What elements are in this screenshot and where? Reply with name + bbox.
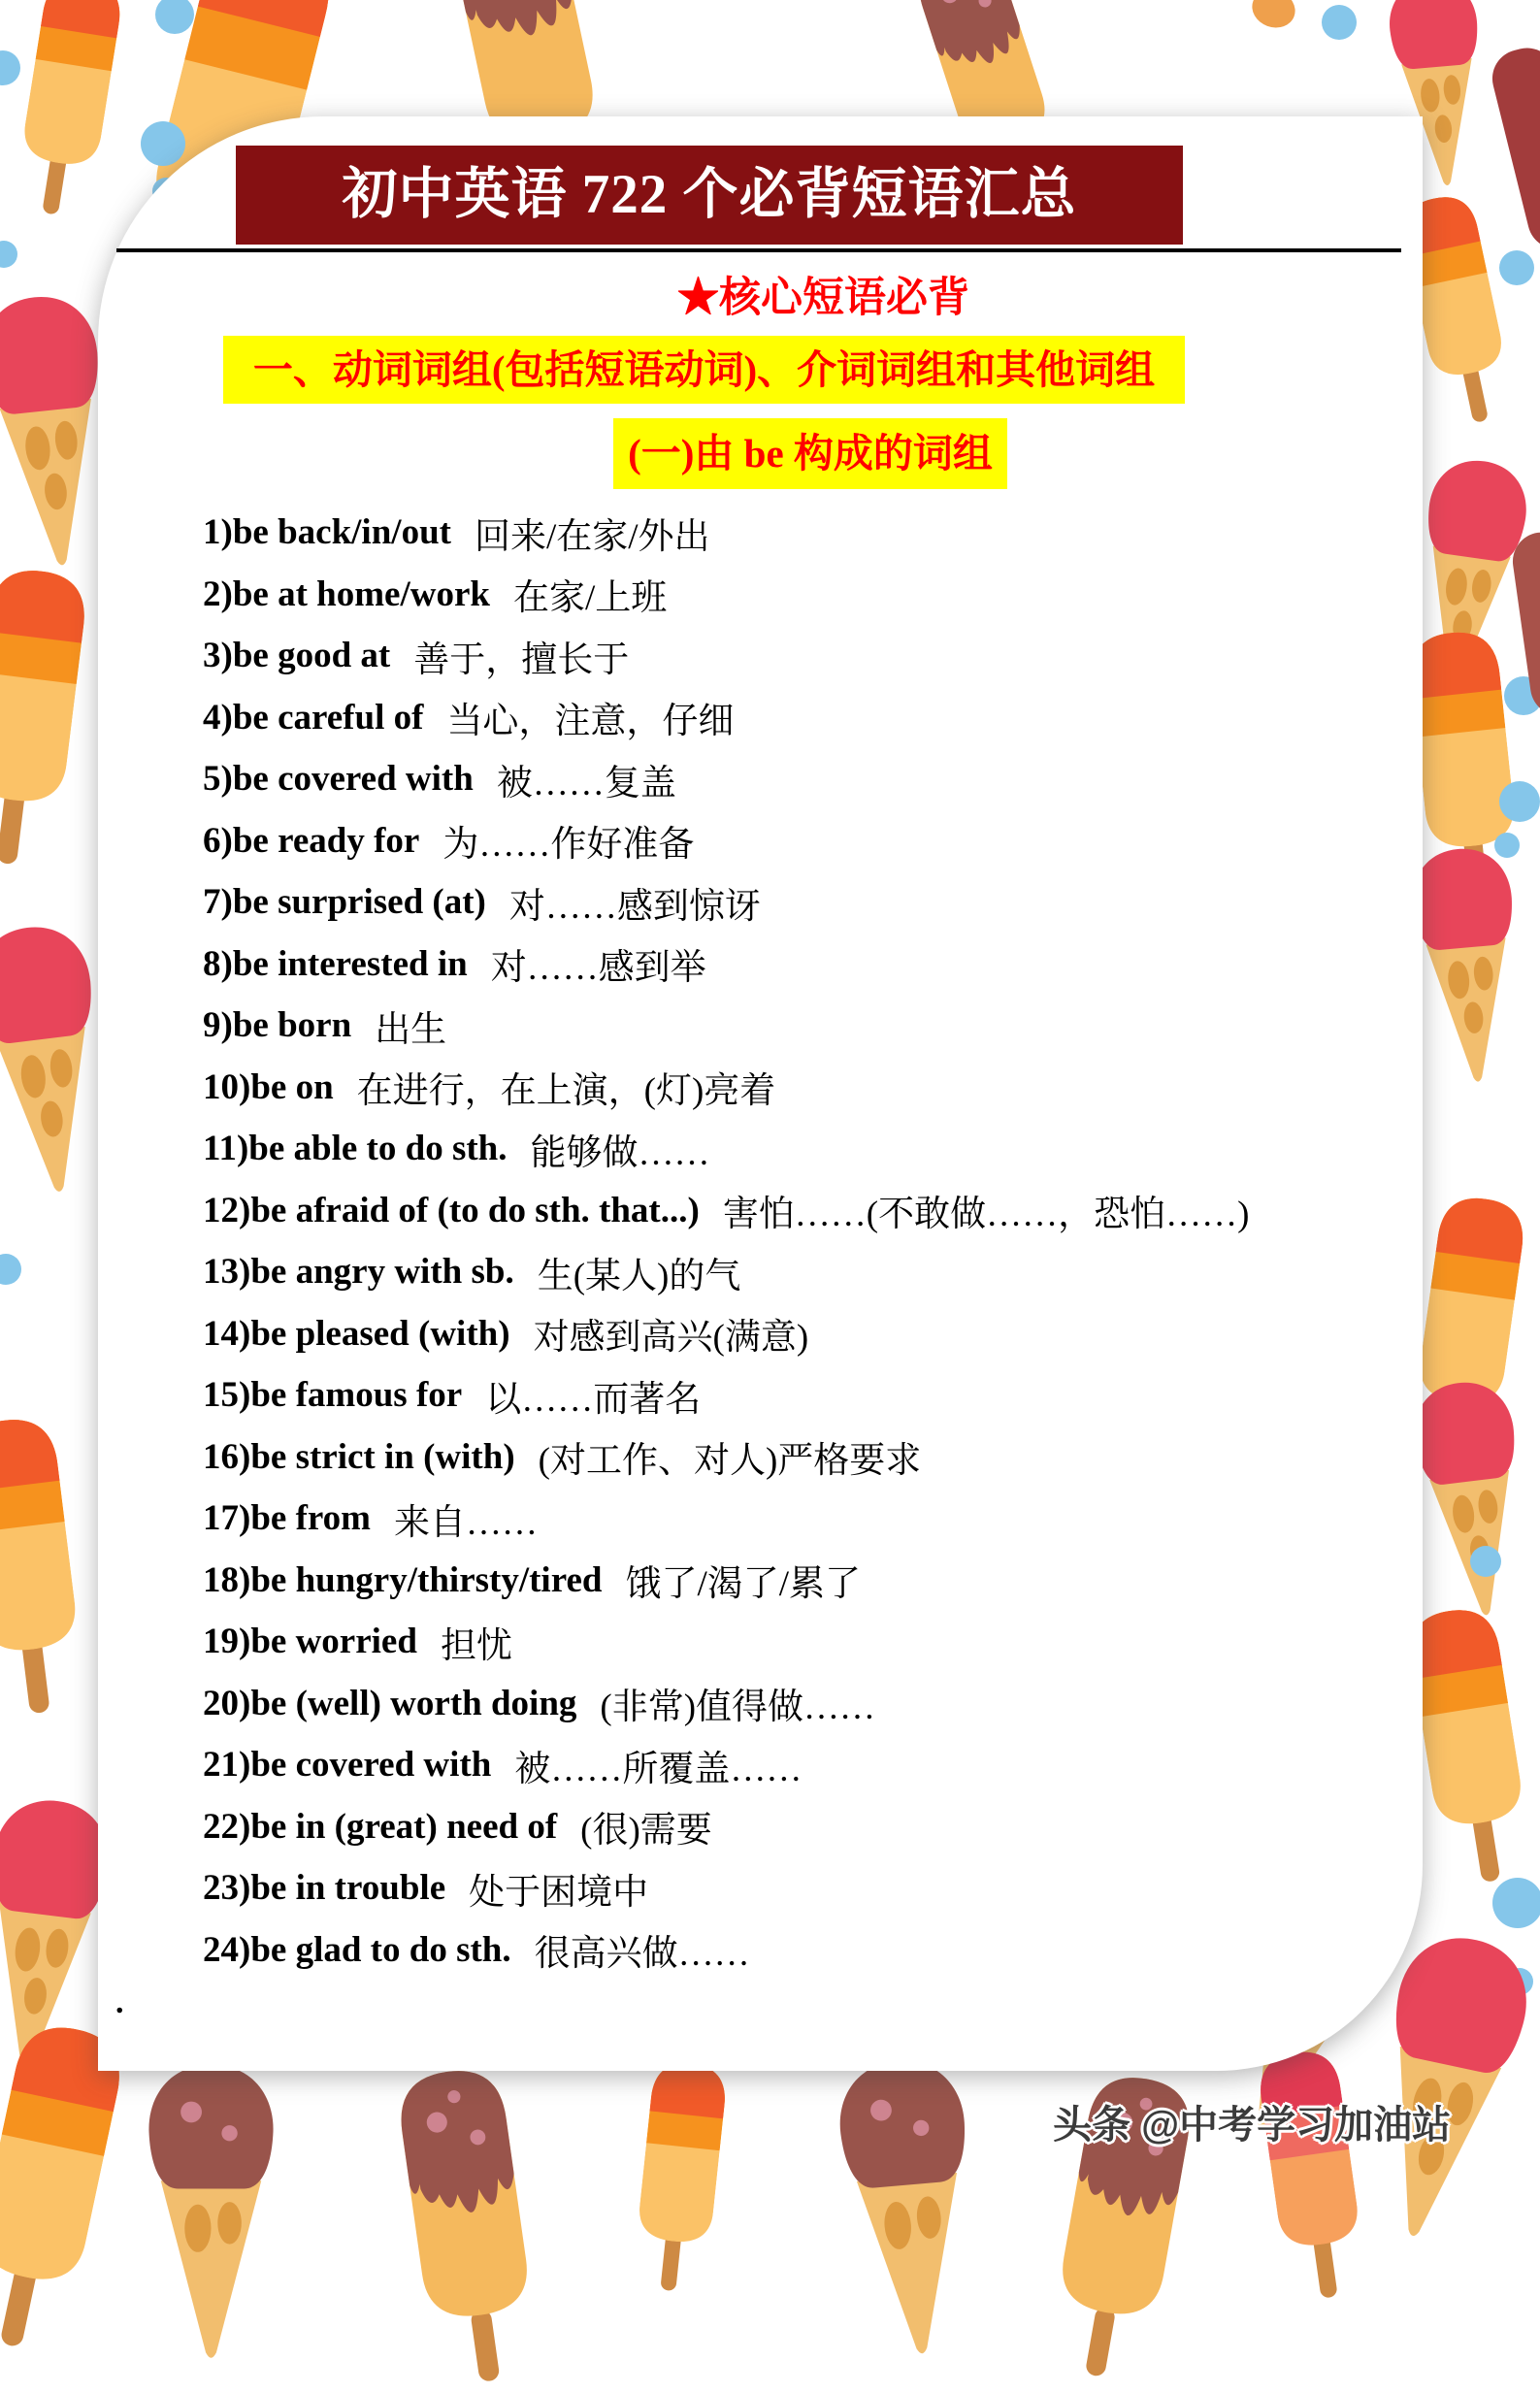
phrase-chinese: 出生 [375,1009,447,1050]
phrase-chinese: 能够做…… [530,1132,710,1173]
phrase-row [203,1857,1416,1919]
phrase-number: 22) [203,1806,251,1847]
popsicle-icon [0,1410,103,1724]
popsicle-icon [617,2056,743,2299]
phrase-chinese: 对感到高兴(满意) [533,1318,809,1359]
phrase-list [203,502,1416,1981]
phrase-row [203,995,1416,1057]
phrase-row [203,1364,1416,1426]
phrase-row [203,1550,1416,1612]
phrase-number: 20) [203,1683,251,1723]
phrase-row [203,1241,1416,1303]
phrase-row [203,1057,1416,1119]
phrase-chinese: 很高兴做…… [534,1934,750,1975]
phrase-english: be (well) worth doing [250,1683,577,1723]
phrase-row [203,625,1416,687]
icecream-cone-icon [131,2059,291,2370]
phrase-english: be interested in [232,943,468,984]
phrase-english: be careful of [232,697,424,738]
phrase-english: be strict in (with) [250,1436,515,1477]
phrase-number: 5) [203,759,233,800]
phrase-row [203,564,1416,626]
phrase-row [203,1303,1416,1365]
phrase-row [203,810,1416,872]
phrase-english: be on [250,1066,334,1107]
phrase-chinese: 回来/在家/外出 [474,516,710,557]
blue-dot-icon [0,241,17,268]
phrase-chinese: 为……作好准备 [442,825,695,866]
phrase-number: 21) [203,1745,251,1786]
phrase-english: be covered with [250,1745,492,1786]
title-banner [236,146,1183,245]
phrase-chinese: 担忧 [440,1625,512,1666]
phrase-number: 7) [203,882,233,923]
blue-dot-icon [1499,250,1534,285]
phrase-english: be from [250,1498,371,1539]
phrase-english: be hungry/thirsty/tired [250,1559,603,1600]
phrase-row [203,934,1416,996]
phrase-english: be able to do sth. [248,1129,508,1169]
phrase-english: be in (great) need of [250,1806,558,1847]
phrase-english: be born [232,1005,352,1046]
phrase-row [203,687,1416,749]
blue-dot-icon [0,50,20,85]
phrase-number: 4) [203,697,233,738]
phrase-chinese: 对……感到惊讶 [508,886,761,927]
blue-dot-icon [1322,5,1357,40]
phrase-english: be at home/work [232,574,490,614]
phrase-row [203,1919,1416,1982]
icecream-cone-icon [816,2049,1002,2372]
phrase-chinese: 在家/上班 [512,578,668,619]
phrase-chinese: 以……而著名 [485,1379,702,1420]
blue-dot-icon [1492,1878,1540,1928]
phrase-english: be covered with [232,759,474,800]
phrase-english: be surprised (at) [232,882,486,923]
section-heading-main: 一、动词词组(包括短语动词)、介词词组和其他词组 [223,336,1185,404]
phrase-row [203,1673,1416,1735]
blue-dot-icon [0,1254,21,1285]
phrase-chinese: (很)需要 [580,1811,712,1852]
phrase-number: 14) [203,1313,251,1354]
phrase-row [203,1611,1416,1673]
phrase-chinese: (对工作、对人)严格要求 [538,1441,922,1482]
phrase-chinese: 在进行，在上演，(灯)亮着 [356,1071,776,1112]
watermark: 头条 @中考学习加油站 [1053,2104,1452,2147]
phrase-chinese: 对……感到举 [490,948,706,989]
phrase-chinese: (非常)值得做…… [600,1688,876,1728]
phrase-number: 8) [203,943,233,984]
phrase-number: 15) [203,1375,251,1416]
phrase-chinese: 被……所覆盖…… [514,1749,803,1789]
phrase-number: 23) [203,1868,251,1909]
phrase-row [203,1180,1416,1242]
phrase-english: be worried [250,1622,417,1662]
section-heading-sub: (一)由 be 构成的词组 [613,418,1007,489]
phrase-number: 1) [203,512,233,553]
phrase-chinese: 当心，注意，仔细 [446,702,735,742]
phrase-english: be famous for [250,1375,463,1416]
subtitle: ★核心短语必背 [677,276,969,321]
orange-blob-icon [1247,0,1300,34]
phrase-number: 9) [203,1005,233,1046]
phrase-row [203,502,1416,564]
phrase-row [203,1488,1416,1550]
phrase-chinese: 处于困境中 [469,1872,649,1913]
content-card [98,116,1423,2071]
phrase-row [203,1426,1416,1489]
phrase-chinese: 饿了/渴了/累了 [625,1564,862,1605]
phrase-english: be glad to do sth. [250,1929,511,1970]
phrase-number: 6) [203,820,233,861]
phrase-chinese: 害怕……(不敢做……，恐怕……) [722,1195,1250,1235]
phrase-english: be angry with sb. [250,1252,514,1293]
phrase-number: 11) [203,1129,249,1169]
popsicle-icon [0,0,138,225]
phrase-chinese: 生(某人)的气 [537,1256,741,1296]
phrase-row [203,1734,1416,1796]
phrase-number: 17) [203,1498,251,1539]
blue-dot-icon [1470,1546,1501,1577]
page-title: 初中英语 722 个必背短语汇总 [342,164,1077,225]
stray-period: . [115,1984,124,2020]
blue-dot-icon [1499,781,1540,822]
blue-dot-icon [141,121,185,166]
phrase-number: 13) [203,1252,251,1293]
phrase-english: be afraid of (to do sth. that...) [250,1190,700,1230]
phrase-english: be back/in/out [232,512,451,553]
phrase-number: 18) [203,1559,251,1600]
phrase-chinese: 来自…… [393,1502,538,1543]
popsicle-icon [0,561,105,875]
phrase-english: be good at [232,636,391,676]
phrase-number: 12) [203,1190,251,1230]
phrase-chinese: 被……复盖 [496,763,676,803]
phrase-row [203,871,1416,934]
phrase-row [203,1118,1416,1180]
phrase-number: 19) [203,1622,251,1662]
phrase-chinese: 善于，擅长于 [413,639,630,680]
phrase-number: 2) [203,574,233,614]
phrase-number: 10) [203,1066,251,1107]
phrase-number: 16) [203,1436,251,1477]
phrase-english: be ready for [232,820,420,861]
phrase-number: 3) [203,636,233,676]
choco-icecream-icon [377,2057,561,2393]
phrase-row [203,748,1416,810]
phrase-english: be pleased (with) [250,1313,510,1354]
phrase-english: be in trouble [250,1868,446,1909]
phrase-row [203,1796,1416,1858]
phrase-number: 24) [203,1929,251,1970]
divider-line [116,248,1401,252]
